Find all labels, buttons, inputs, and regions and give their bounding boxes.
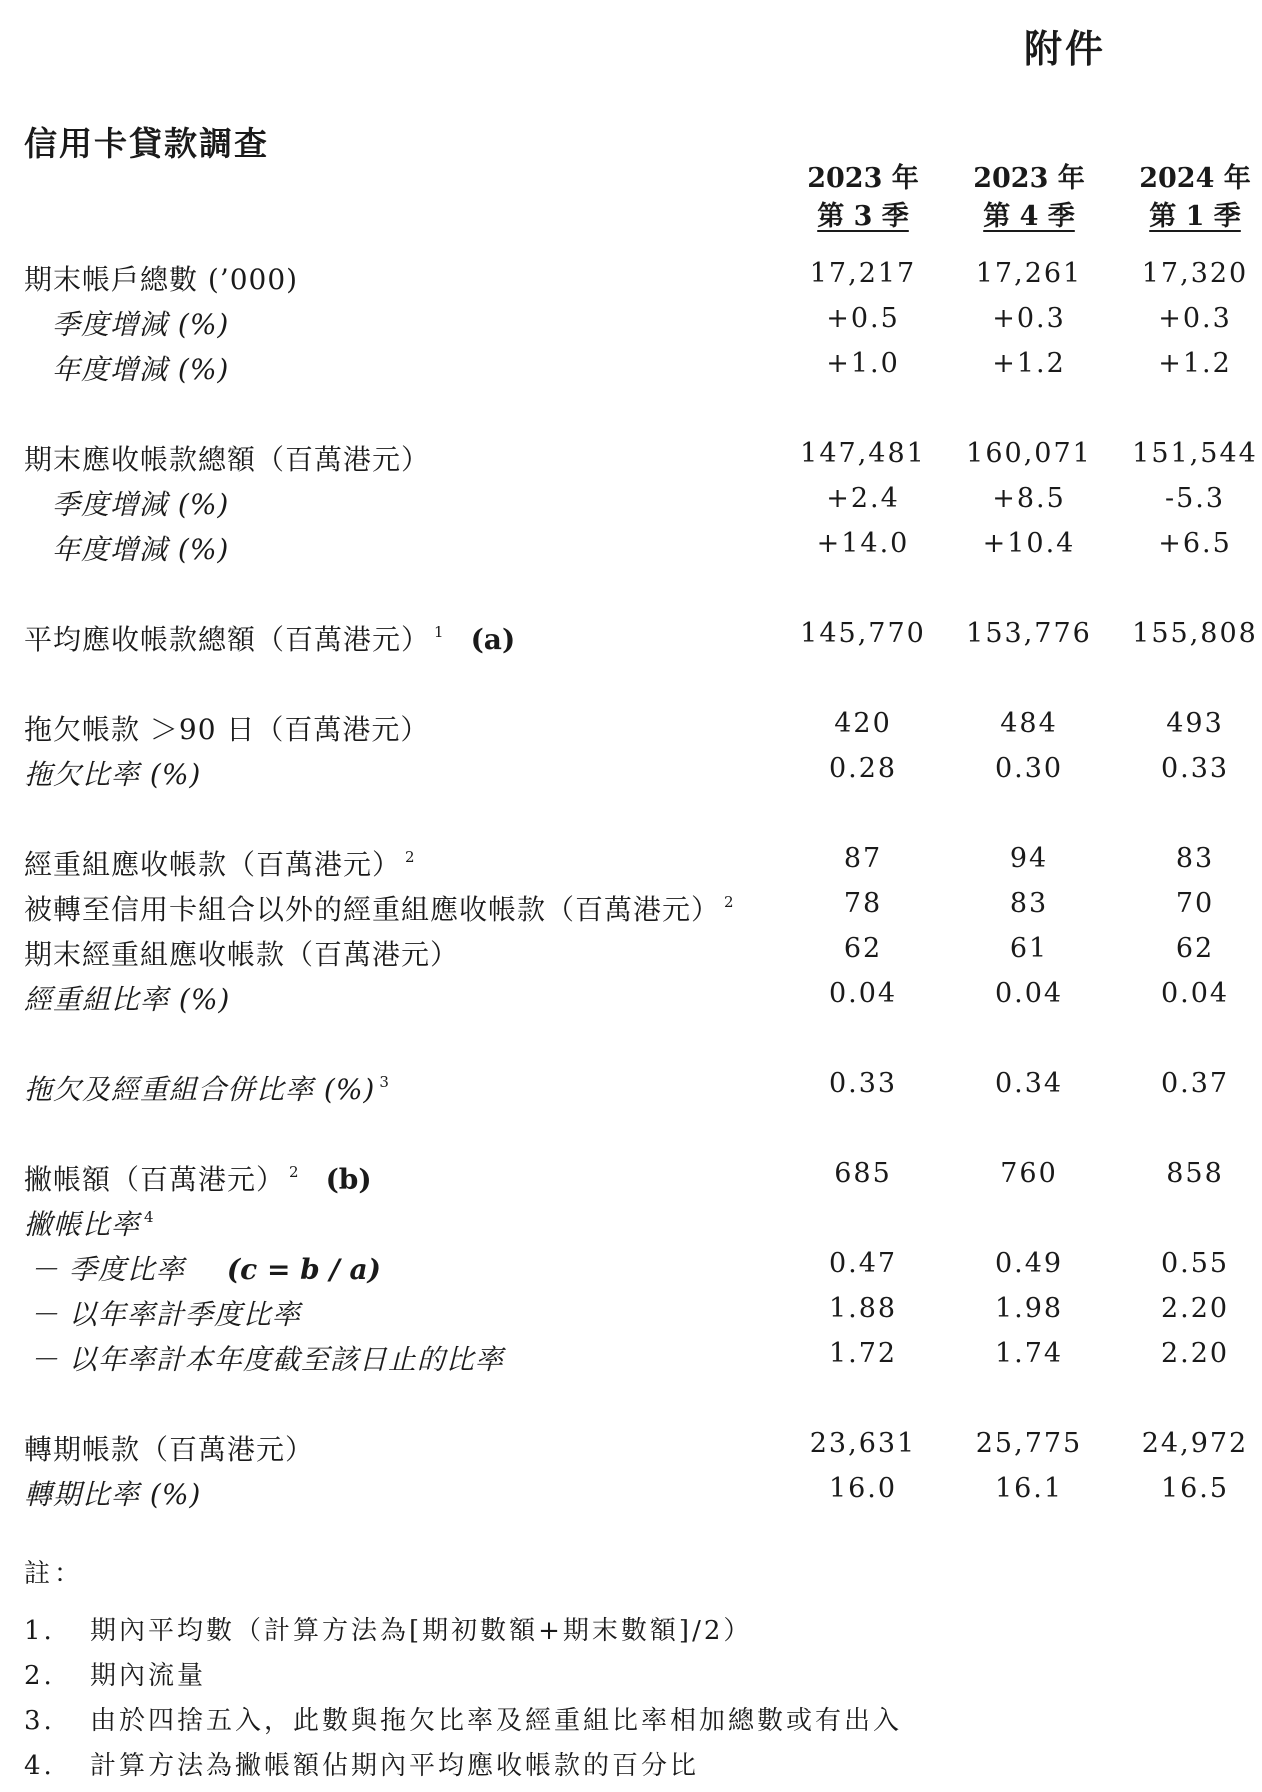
- cell-value: 145,770: [800, 618, 926, 649]
- row-label: 轉期比率 (%): [24, 1478, 202, 1511]
- cell-value: 685: [834, 1158, 892, 1189]
- cell-value: 61: [1009, 933, 1049, 964]
- column-quarter: 第 1 季: [1149, 201, 1241, 232]
- table-row: [0, 1293, 1262, 1337]
- row-label-text: 撇帳比率: [24, 1208, 141, 1241]
- cell-value: 153,776: [966, 618, 1092, 649]
- row-label-text: 拖欠及經重組合併比率 (%): [24, 1073, 376, 1106]
- table-row-combined-ratio: [0, 1068, 1262, 1112]
- footnote-marker: 4: [144, 1208, 155, 1226]
- table-row-delinquent: [0, 708, 1262, 752]
- cell-value: 0.49: [994, 1248, 1064, 1279]
- cell-value: 0.47: [828, 1248, 898, 1279]
- cell-value: 0.34: [994, 1068, 1064, 1099]
- table-row: [0, 933, 1262, 977]
- row-label-text: － 季度比率: [30, 1253, 185, 1286]
- footnote-marker: 2: [405, 848, 416, 866]
- cell-value: 94: [1009, 843, 1049, 874]
- cell-value: 83: [1175, 843, 1215, 874]
- cell-value: 23,631: [809, 1428, 917, 1459]
- attachment-label: 附件: [1024, 26, 1107, 71]
- row-label-text: 經重組應收帳款（百萬港元）: [24, 848, 402, 881]
- cell-value: 420: [834, 708, 892, 739]
- cell-value: 83: [1009, 888, 1049, 919]
- table-row: [0, 978, 1262, 1022]
- cell-value: 0.37: [1160, 1068, 1230, 1099]
- cell-value: 16.0: [828, 1473, 898, 1504]
- row-label: － 以年率計本年度截至該日止的比率: [30, 1343, 504, 1376]
- note-item: [24, 1655, 206, 1692]
- note-text: 由於四捨五入，此數與拖欠比率及經重組比率相加總數或有出入: [90, 1706, 903, 1736]
- note-item: [24, 1700, 902, 1737]
- cell-value: +1.2: [1158, 348, 1232, 379]
- footnote-marker: 3: [379, 1073, 390, 1091]
- cell-value: 25,775: [975, 1428, 1083, 1459]
- row-label: 年度增減 (%): [52, 533, 230, 566]
- table-row: [0, 483, 1262, 527]
- column-year: 2024 年: [1139, 163, 1251, 194]
- row-formula: (c = b / a): [226, 1253, 381, 1286]
- cell-value: 493: [1166, 708, 1224, 739]
- cell-value: 147,481: [800, 438, 926, 469]
- table-row: [0, 1473, 1262, 1517]
- cell-value: +0.5: [826, 303, 900, 334]
- row-label: 轉期帳款（百萬港元）: [24, 1433, 315, 1466]
- cell-value: 155,808: [1132, 618, 1258, 649]
- cell-value: +10.4: [982, 528, 1076, 559]
- notes-heading: 註：: [24, 1559, 85, 1589]
- cell-value: 1.98: [994, 1293, 1064, 1324]
- column-header-2023-q4: [954, 160, 1104, 236]
- cell-value: 0.28: [828, 753, 898, 784]
- row-label: [24, 1203, 155, 1243]
- cell-value: +2.4: [826, 483, 900, 514]
- row-label: [24, 1068, 390, 1108]
- cell-value: 160,071: [966, 438, 1092, 469]
- row-label: 季度增減 (%): [52, 488, 230, 521]
- cell-value: 2.20: [1160, 1293, 1230, 1324]
- cell-value: 151,544: [1132, 438, 1258, 469]
- footnote-marker: 2: [724, 893, 735, 911]
- table-row-accounts-total: [0, 258, 1262, 302]
- row-label: 期末帳戶總數 (’000): [24, 263, 299, 296]
- table-row: [0, 528, 1262, 572]
- note-text: 期內流量: [90, 1661, 207, 1691]
- row-label: － 以年率計季度比率: [30, 1298, 301, 1331]
- footnote-marker: 1: [434, 623, 445, 641]
- row-label: 期末經重組應收帳款（百萬港元）: [24, 938, 460, 971]
- table-row: [0, 303, 1262, 347]
- row-label: 季度增減 (%): [52, 308, 230, 341]
- cell-value: 0.33: [828, 1068, 898, 1099]
- column-header-2023-q3: [788, 160, 938, 236]
- column-year: 2023 年: [973, 163, 1085, 194]
- row-tag: (a): [470, 623, 516, 656]
- cell-value: +1.2: [992, 348, 1066, 379]
- cell-value: 484: [1000, 708, 1058, 739]
- cell-value: 17,261: [975, 258, 1083, 289]
- row-label: 年度增減 (%): [52, 353, 230, 386]
- cell-value: 17,217: [809, 258, 917, 289]
- row-label: [24, 843, 416, 883]
- table-row: [0, 888, 1262, 932]
- column-year: 2023 年: [807, 163, 919, 194]
- cell-value: 70: [1175, 888, 1215, 919]
- note-number: 2.: [24, 1661, 55, 1691]
- row-label-text: 撇帳額（百萬港元）: [24, 1163, 286, 1196]
- cell-value: 2.20: [1160, 1338, 1230, 1369]
- cell-value: 0.55: [1160, 1248, 1230, 1279]
- cell-value: +1.0: [826, 348, 900, 379]
- footnote-marker: 2: [289, 1163, 300, 1181]
- row-label: 拖欠比率 (%): [24, 758, 202, 791]
- cell-value: 62: [1175, 933, 1215, 964]
- cell-value: 760: [1000, 1158, 1058, 1189]
- table-row-average-receivables: [0, 618, 1262, 662]
- cell-value: 1.74: [994, 1338, 1064, 1369]
- cell-value: +6.5: [1158, 528, 1232, 559]
- column-header-2024-q1: [1120, 160, 1262, 236]
- column-quarter: 第 3 季: [817, 201, 909, 232]
- cell-value: 1.72: [828, 1338, 898, 1369]
- row-label: 經重組比率 (%): [24, 983, 231, 1016]
- row-label: 期末應收帳款總額（百萬港元）: [24, 443, 431, 476]
- cell-value: 62: [843, 933, 883, 964]
- cell-value: 17,320: [1141, 258, 1249, 289]
- cell-value: 16.1: [994, 1473, 1064, 1504]
- cell-value: 0.04: [994, 978, 1064, 1009]
- cell-value: 0.33: [1160, 753, 1230, 784]
- page-title: 信用卡貸款調查: [24, 124, 269, 163]
- note-number: 3.: [24, 1706, 55, 1736]
- row-label: [24, 1158, 372, 1198]
- cell-value: 78: [843, 888, 883, 919]
- row-label-text: 平均應收帳款總額（百萬港元）: [24, 623, 431, 656]
- table-row: [0, 753, 1262, 797]
- cell-value: +14.0: [816, 528, 910, 559]
- cell-value: 1.88: [828, 1293, 898, 1324]
- cell-value: -5.3: [1164, 483, 1226, 514]
- cell-value: +0.3: [1158, 303, 1232, 334]
- note-number: 4.: [24, 1751, 55, 1781]
- cell-value: 24,972: [1141, 1428, 1249, 1459]
- row-label-text: 被轉至信用卡組合以外的經重組應收帳款（百萬港元）: [24, 893, 721, 926]
- cell-value: 0.30: [994, 753, 1064, 784]
- note-item: [24, 1610, 752, 1647]
- row-label: [24, 888, 735, 928]
- row-tag: (b): [325, 1163, 372, 1196]
- table-row: [0, 1203, 1262, 1247]
- table-row-receivables-total: [0, 438, 1262, 482]
- note-text: 計算方法為撇帳額佔期內平均應收帳款的百分比: [90, 1751, 700, 1781]
- column-quarter: 第 4 季: [983, 201, 1075, 232]
- cell-value: +0.3: [992, 303, 1066, 334]
- cell-value: 0.04: [1160, 978, 1230, 1009]
- table-row: [0, 1248, 1262, 1292]
- note-text: 期內平均數（計算方法為[期初數額+期末數額]/2）: [90, 1616, 753, 1646]
- table-row-charge-off: [0, 1158, 1262, 1202]
- table-row-rescheduled: [0, 843, 1262, 887]
- cell-value: 858: [1166, 1158, 1224, 1189]
- note-number: 1.: [24, 1616, 55, 1646]
- cell-value: 16.5: [1160, 1473, 1230, 1504]
- cell-value: 87: [843, 843, 883, 874]
- row-label: 拖欠帳款 ＞90 日（百萬港元）: [24, 713, 430, 746]
- table-row: [0, 1338, 1262, 1382]
- row-label: [30, 1248, 381, 1288]
- cell-value: 0.04: [828, 978, 898, 1009]
- cell-value: +8.5: [992, 483, 1066, 514]
- row-label: [24, 618, 515, 658]
- note-item: [24, 1745, 699, 1782]
- table-row: [0, 348, 1262, 392]
- table-row-rollover: [0, 1428, 1262, 1472]
